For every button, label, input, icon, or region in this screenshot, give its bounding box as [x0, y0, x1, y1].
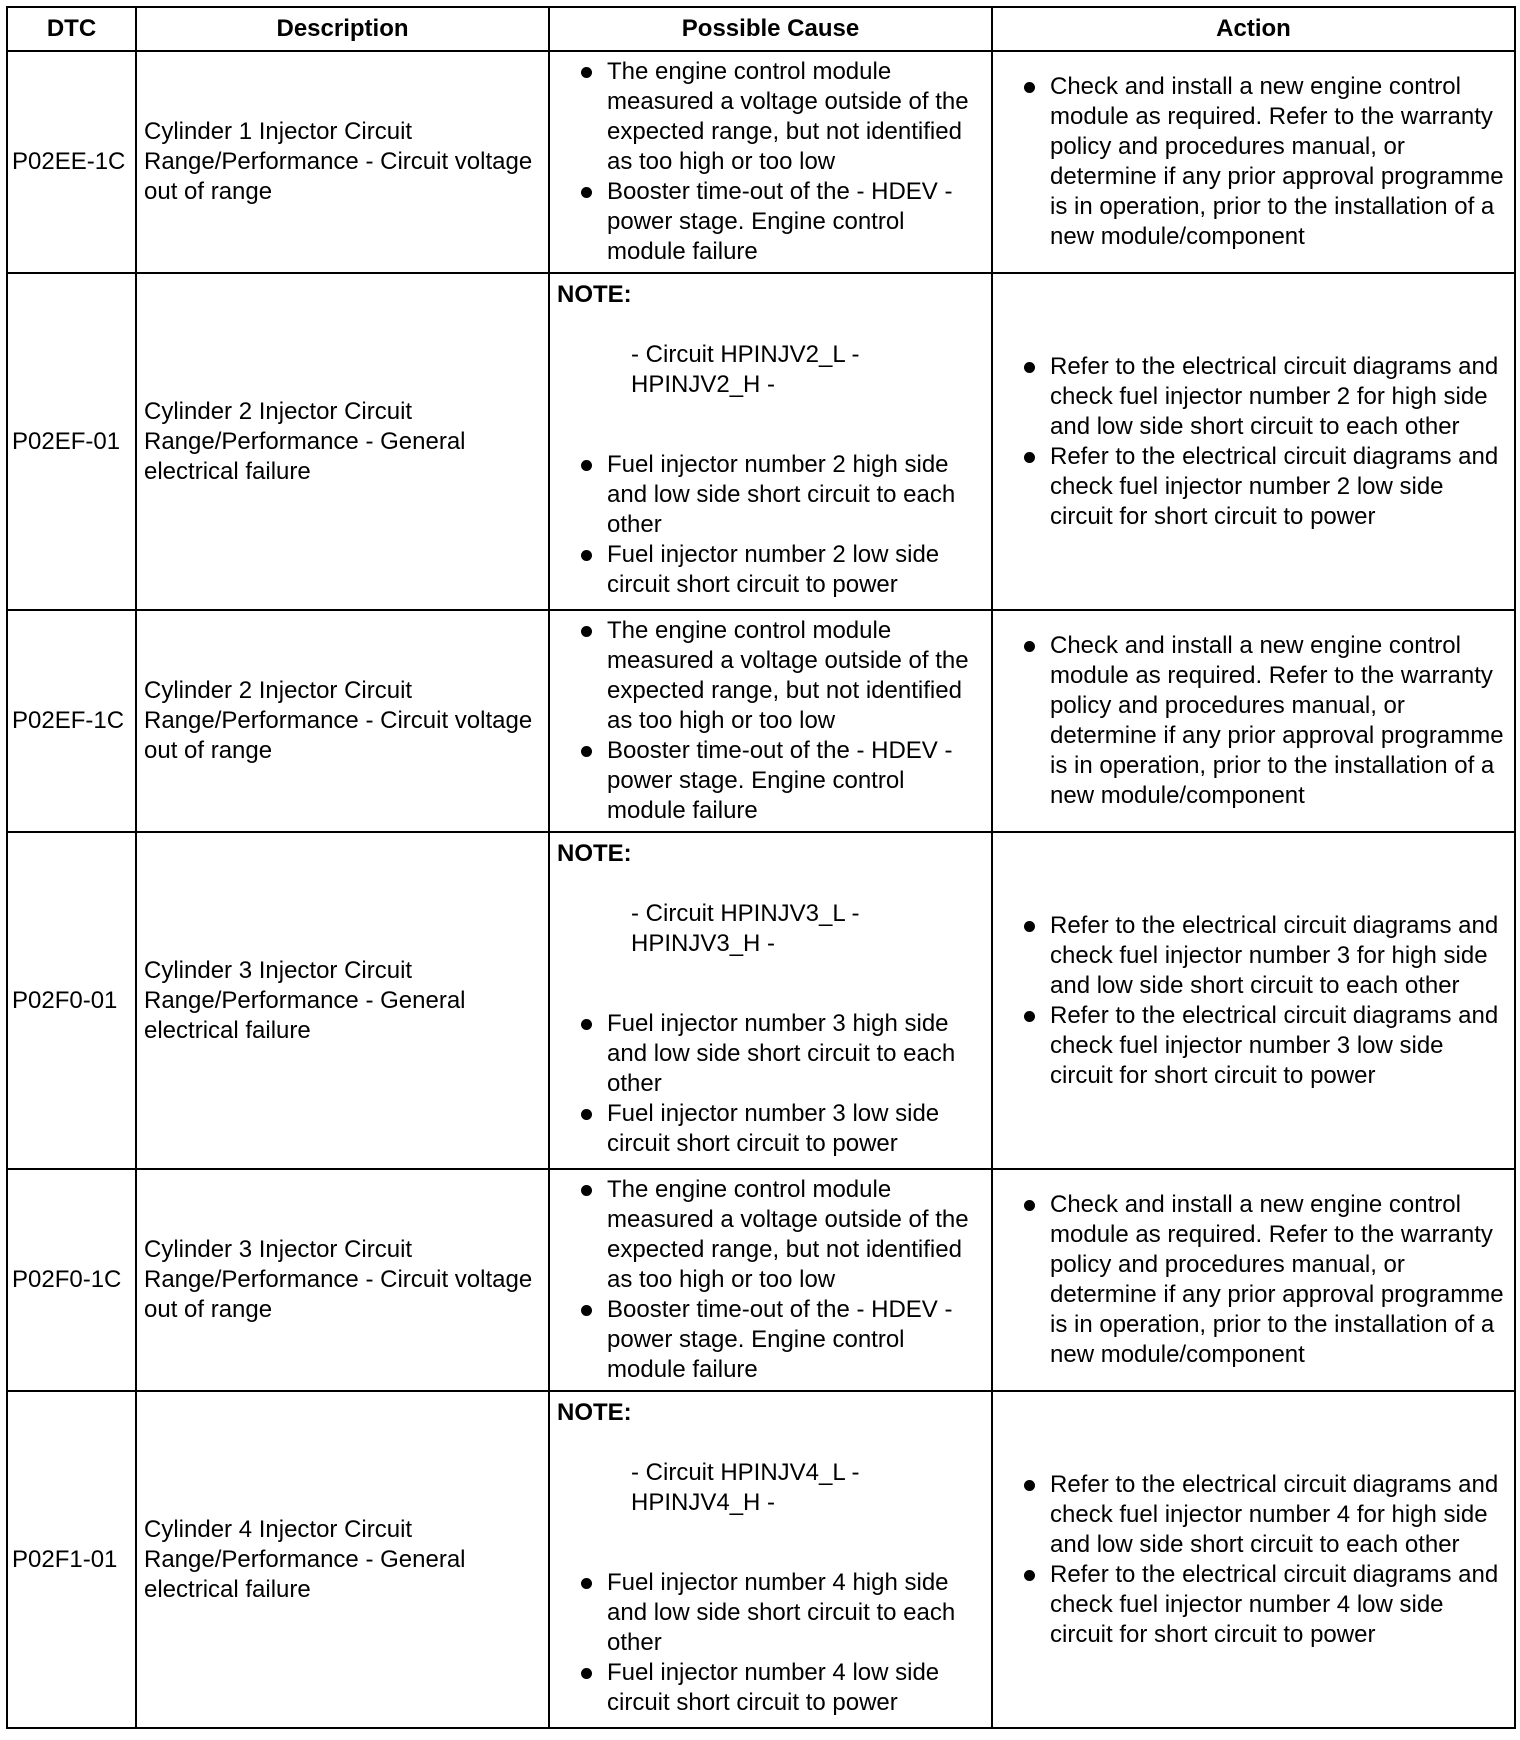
header-description: Description — [136, 7, 549, 51]
action-item: Refer to the electrical circuit diagrams and check fuel injector number 3 for high side and low side short circuit to each other — [1000, 911, 1507, 1001]
cause-item: Fuel injector number 3 high side and low side short circuit to each other — [557, 1009, 984, 1099]
cause-item: Booster time-out of the - HDEV - power stage. Engine control module failure — [557, 736, 984, 826]
dtc-description: Cylinder 2 Injector Circuit Range/Performance - General electrical failure — [136, 273, 549, 610]
cause-item: The engine control module measured a voltage outside of the expected range, but not identified as too high or too low — [557, 1175, 984, 1295]
circuit-note: - Circuit HPINJV4_L - HPINJV4_H - — [631, 1459, 860, 1516]
header-dtc: DTC — [7, 7, 136, 51]
possible-cause-cell — [549, 610, 992, 832]
table-row — [7, 1169, 1515, 1391]
cause-item: Booster time-out of the - HDEV - power stage. Engine control module failure — [557, 1295, 984, 1385]
action-item: Refer to the electrical circuit diagrams and check fuel injector number 2 for high side and low side short circuit to each other — [1000, 352, 1507, 442]
circuit-note: - Circuit HPINJV2_L - HPINJV2_H - — [631, 341, 860, 398]
dtc-description: Cylinder 2 Injector Circuit Range/Performance - Circuit voltage out of range — [136, 610, 549, 832]
action-item: Refer to the electrical circuit diagrams and check fuel injector number 4 for high side and low side short circuit to each other — [1000, 1470, 1507, 1560]
dtc-code: P02EF-01 — [7, 273, 136, 610]
note-label: NOTE: — [557, 1399, 632, 1426]
dtc-description: Cylinder 3 Injector Circuit Range/Performance - Circuit voltage out of range — [136, 1169, 549, 1391]
header-possible-cause: Possible Cause — [549, 7, 992, 51]
cause-item: Fuel injector number 4 low side circuit short circuit to power — [557, 1658, 984, 1718]
action-cell — [992, 610, 1515, 832]
dtc-code: P02EF-1C — [7, 610, 136, 832]
action-item: Check and install a new engine control module as required. Refer to the warranty policy and procedures manual, or determine if any prior approval programme is in operation, prior to the installation of a new module/component — [1000, 72, 1507, 252]
dtc-code: P02F1-01 — [7, 1391, 136, 1728]
possible-cause-cell — [549, 832, 992, 1169]
dtc-code: P02EE-1C — [7, 51, 136, 273]
table-row — [7, 610, 1515, 832]
action-item: Refer to the electrical circuit diagrams and check fuel injector number 4 low side circuit for short circuit to power — [1000, 1560, 1507, 1650]
cause-item: Fuel injector number 4 high side and low side short circuit to each other — [557, 1568, 984, 1658]
possible-cause-cell — [549, 273, 992, 610]
table-row — [7, 51, 1515, 273]
cause-item: The engine control module measured a voltage outside of the expected range, but not identified as too high or too low — [557, 616, 984, 736]
dtc-table — [6, 6, 1516, 1729]
action-cell — [992, 832, 1515, 1169]
possible-cause-cell — [549, 1391, 992, 1728]
dtc-code: P02F0-1C — [7, 1169, 136, 1391]
table-row — [7, 273, 1515, 610]
action-item: Refer to the electrical circuit diagrams and check fuel injector number 3 low side circuit for short circuit to power — [1000, 1001, 1507, 1091]
cause-item: Fuel injector number 2 high side and low side short circuit to each other — [557, 450, 984, 540]
action-item: Refer to the electrical circuit diagrams and check fuel injector number 2 low side circuit for short circuit to power — [1000, 442, 1507, 532]
action-item: Check and install a new engine control module as required. Refer to the warranty policy and procedures manual, or determine if any prior approval programme is in operation, prior to the installation of a new module/component — [1000, 631, 1507, 811]
cause-item: Fuel injector number 3 low side circuit short circuit to power — [557, 1099, 984, 1159]
possible-cause-cell — [549, 51, 992, 273]
dtc-description: Cylinder 3 Injector Circuit Range/Performance - General electrical failure — [136, 832, 549, 1169]
action-cell — [992, 51, 1515, 273]
cause-item: The engine control module measured a voltage outside of the expected range, but not identified as too high or too low — [557, 57, 984, 177]
cause-item: Fuel injector number 2 low side circuit short circuit to power — [557, 540, 984, 600]
dtc-description: Cylinder 4 Injector Circuit Range/Performance - General electrical failure — [136, 1391, 549, 1728]
table-row — [7, 1391, 1515, 1728]
note-label: NOTE: — [557, 840, 632, 867]
action-cell — [992, 1391, 1515, 1728]
header-action: Action — [992, 7, 1515, 51]
action-cell — [992, 1169, 1515, 1391]
possible-cause-cell — [549, 1169, 992, 1391]
action-cell — [992, 273, 1515, 610]
note-label: NOTE: — [557, 281, 632, 308]
table-row — [7, 832, 1515, 1169]
circuit-note: - Circuit HPINJV3_L - HPINJV3_H - — [631, 900, 860, 957]
action-item: Check and install a new engine control module as required. Refer to the warranty policy and procedures manual, or determine if any prior approval programme is in operation, prior to the installation of a new module/component — [1000, 1190, 1507, 1370]
dtc-description: Cylinder 1 Injector Circuit Range/Performance - Circuit voltage out of range — [136, 51, 549, 273]
header-row — [7, 7, 1515, 51]
cause-item: Booster time-out of the - HDEV - power stage. Engine control module failure — [557, 177, 984, 267]
dtc-code: P02F0-01 — [7, 832, 136, 1169]
